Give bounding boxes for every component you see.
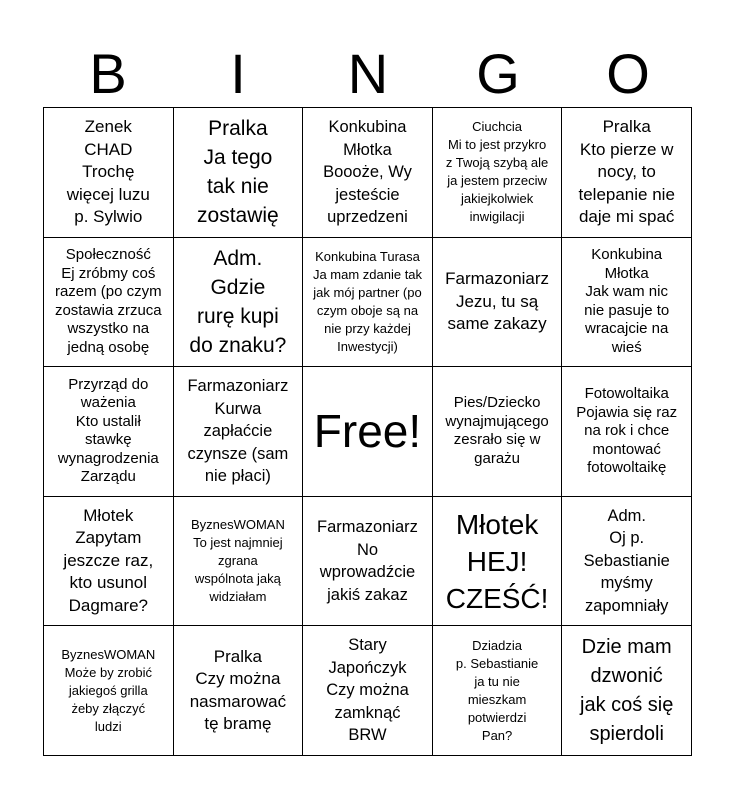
bingo-cell[interactable] <box>562 108 692 238</box>
cell-text: Pies/Dziecko wynajmującego zesrało się w garażu <box>445 394 549 467</box>
header-letter-b: B <box>89 42 127 105</box>
bingo-cell[interactable] <box>303 626 433 756</box>
bingo-cell[interactable] <box>174 497 304 627</box>
cell-text: ByznesWOMAN Może by zrobić jakiegoś grilla żeby złączyć ludzi <box>61 646 156 734</box>
cell-text: Pralka Kto pierze w nocy, to telepanie nie daje mi spać <box>578 117 675 227</box>
bingo-cell[interactable] <box>44 108 174 238</box>
cell-text: Farmazoniarz Kurwa zapłaćcie czynsze (sam nie płaci) <box>187 377 289 486</box>
header-letter-n: N <box>347 42 389 105</box>
cell-text: Konkubina Młotka Jak wam nic nie pasuje to wracajcie na wieś <box>584 246 670 356</box>
bingo-cell[interactable] <box>44 497 174 627</box>
cell-text: Konkubina Młotka Boooże, Wy jesteście uprzedzeni <box>323 118 412 227</box>
bingo-cell[interactable] <box>303 238 433 368</box>
cell-text: Społeczność Ej zróbmy coś razem (po czym zostawia zrzuca wszystko na jedną osobę <box>54 246 162 356</box>
cell-text: Fotowoltaika Pojawia się raz na rok i chce montować fotowoltaikę <box>576 385 678 477</box>
bingo-cell[interactable] <box>562 238 692 368</box>
header-letter-i: I <box>230 42 246 105</box>
free-text: Free! <box>313 405 422 458</box>
cell-text: Farmazoniarz No wprowadźcie jakiś zakaz <box>317 518 418 604</box>
header-letter-o: O <box>606 42 650 105</box>
header-letter-g: G <box>476 42 520 105</box>
bingo-cell[interactable] <box>44 238 174 368</box>
bingo-cell[interactable] <box>174 238 304 368</box>
cell-text: Młotek Zapytam jeszcze raz, kto usunol Dagmare? <box>63 505 154 615</box>
bingo-cell[interactable] <box>433 238 563 368</box>
bingo-cell[interactable] <box>433 497 563 627</box>
cell-text: Adm. Oj p. Sebastianie myśmy zapomniały <box>583 506 670 615</box>
bingo-cell[interactable] <box>433 367 563 497</box>
cell-text: Pralka Ja tego tak nie zostawię <box>197 117 279 228</box>
cell-text: Farmazoniarz Jezu, tu są same zakazy <box>445 269 550 334</box>
bingo-cell[interactable] <box>562 626 692 756</box>
cell-text: Zenek CHAD Trochę więcej luzu p. Sylwio <box>66 117 150 227</box>
cell-text: Młotek HEJ! CZEŚĆ! <box>445 508 549 614</box>
bingo-cell[interactable] <box>44 367 174 497</box>
bingo-cell[interactable] <box>174 367 304 497</box>
cell-text: Konkubina Turasa Ja mam zdanie tak jak mój partner (po czym oboje są na nie przy każdej Inwestycji) <box>312 248 423 354</box>
bingo-cell[interactable] <box>303 108 433 238</box>
bingo-cell[interactable] <box>44 626 174 756</box>
bingo-grid <box>43 107 692 756</box>
bingo-cell[interactable] <box>174 108 304 238</box>
bingo-cell[interactable] <box>174 626 304 756</box>
cell-text: ByznesWOMAN To jest najmniej zgrana wspólnota jaką widziałam <box>190 517 285 605</box>
cell-text: Stary Japończyk Czy można zamknąć BRW <box>326 636 409 745</box>
cell-text: Dzie mam dzwonić jak coś się spierdoli <box>580 635 674 745</box>
bingo-cell[interactable] <box>433 108 563 238</box>
bingo-cell[interactable] <box>433 626 563 756</box>
bingo-cell[interactable] <box>562 367 692 497</box>
cell-text: Przyrząd do ważenia Kto ustalił stawkę wynagrodzenia Zarządu <box>57 375 159 486</box>
cell-text: Adm. Gdzie rurę kupi do znaku? <box>189 246 287 357</box>
bingo-cell-free[interactable] <box>303 367 433 497</box>
cell-text: Pralka Czy można nasmarować tę bramę <box>189 646 287 734</box>
cell-text: Dziadzia p. Sebastianie ja tu nie mieszkam potwierdzi Pan? <box>455 637 539 743</box>
bingo-cell[interactable] <box>562 497 692 627</box>
bingo-cell[interactable] <box>303 497 433 627</box>
cell-text: Ciuchcia Mi to jest przykro z Twoją szybą ale ja jestem przeciw jakiejkolwiek inwigilacji <box>445 119 549 225</box>
bingo-header <box>43 40 693 108</box>
